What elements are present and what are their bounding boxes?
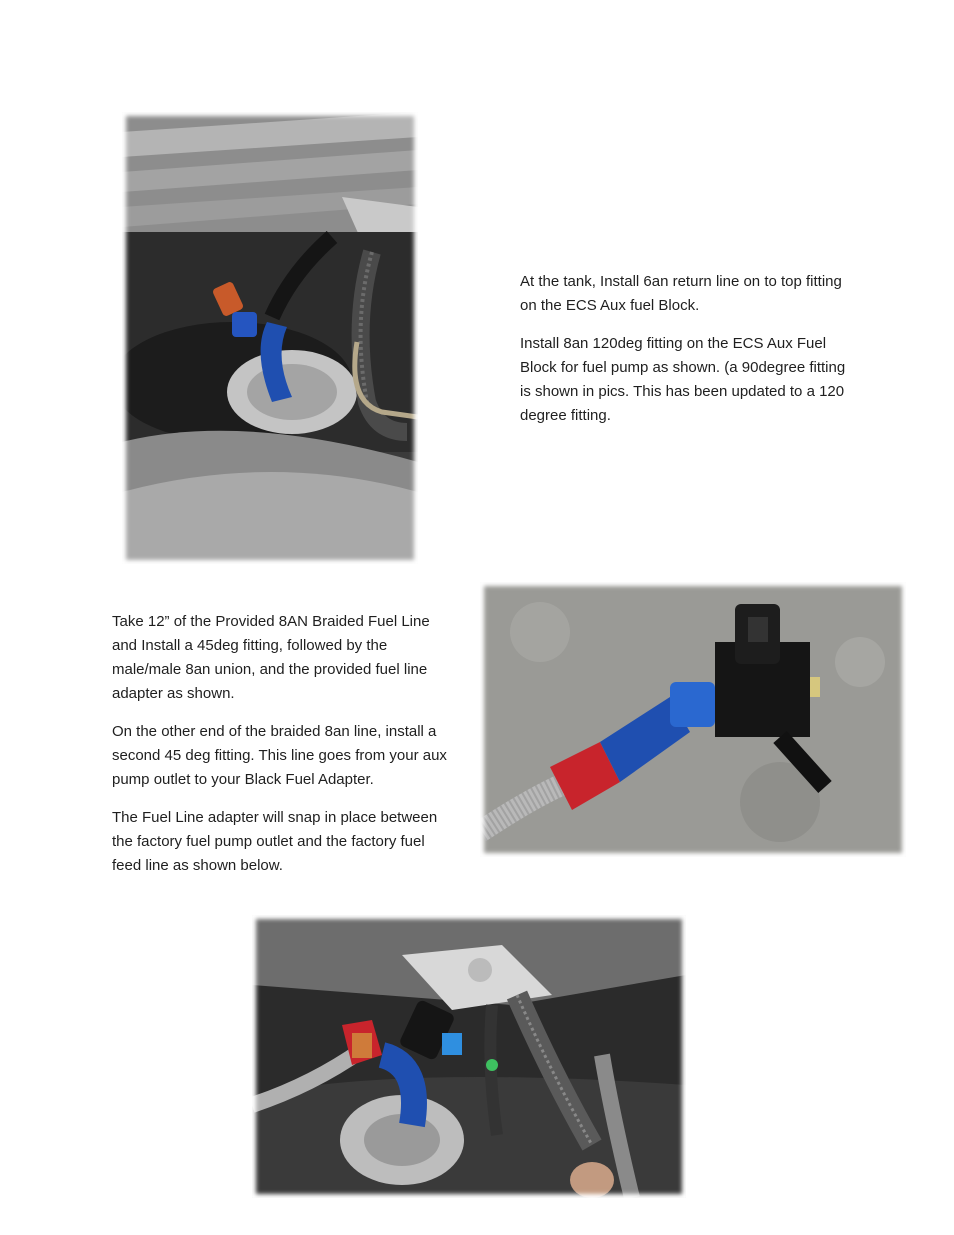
photo-installed-adapter	[252, 915, 686, 1198]
paragraph: Install 8an 120deg fitting on the ECS Aux Fuel Block for fuel pump as shown. (a 90degree fitting is shown in pics. This has been updated to a 120 degree fitting.	[520, 335, 846, 424]
paragraph: On the other end of the braided 8an line, install a second 45 deg fitting. This line goes from your aux pump outlet to your Black Fuel Adapter.	[112, 723, 447, 788]
paragraph: At the tank, Install 6an return line on to top fitting on the ECS Aux fuel Block.	[520, 273, 842, 314]
photo-tank-fittings	[122, 112, 418, 564]
paragraph: The Fuel Line adapter will snap in place between the factory fuel pump outlet and the factory fuel feed line as shown below.	[112, 809, 438, 874]
instruction-block-braided-line	[112, 610, 457, 892]
paragraph: Take 12” of the Provided 8AN Braided Fuel Line and Install a 45deg fitting, followed by the male/male 8an union, and the provided fuel line adapter as shown.	[112, 613, 430, 702]
instruction-block-tank	[520, 270, 850, 442]
photo-fitting-assembly	[480, 582, 906, 857]
